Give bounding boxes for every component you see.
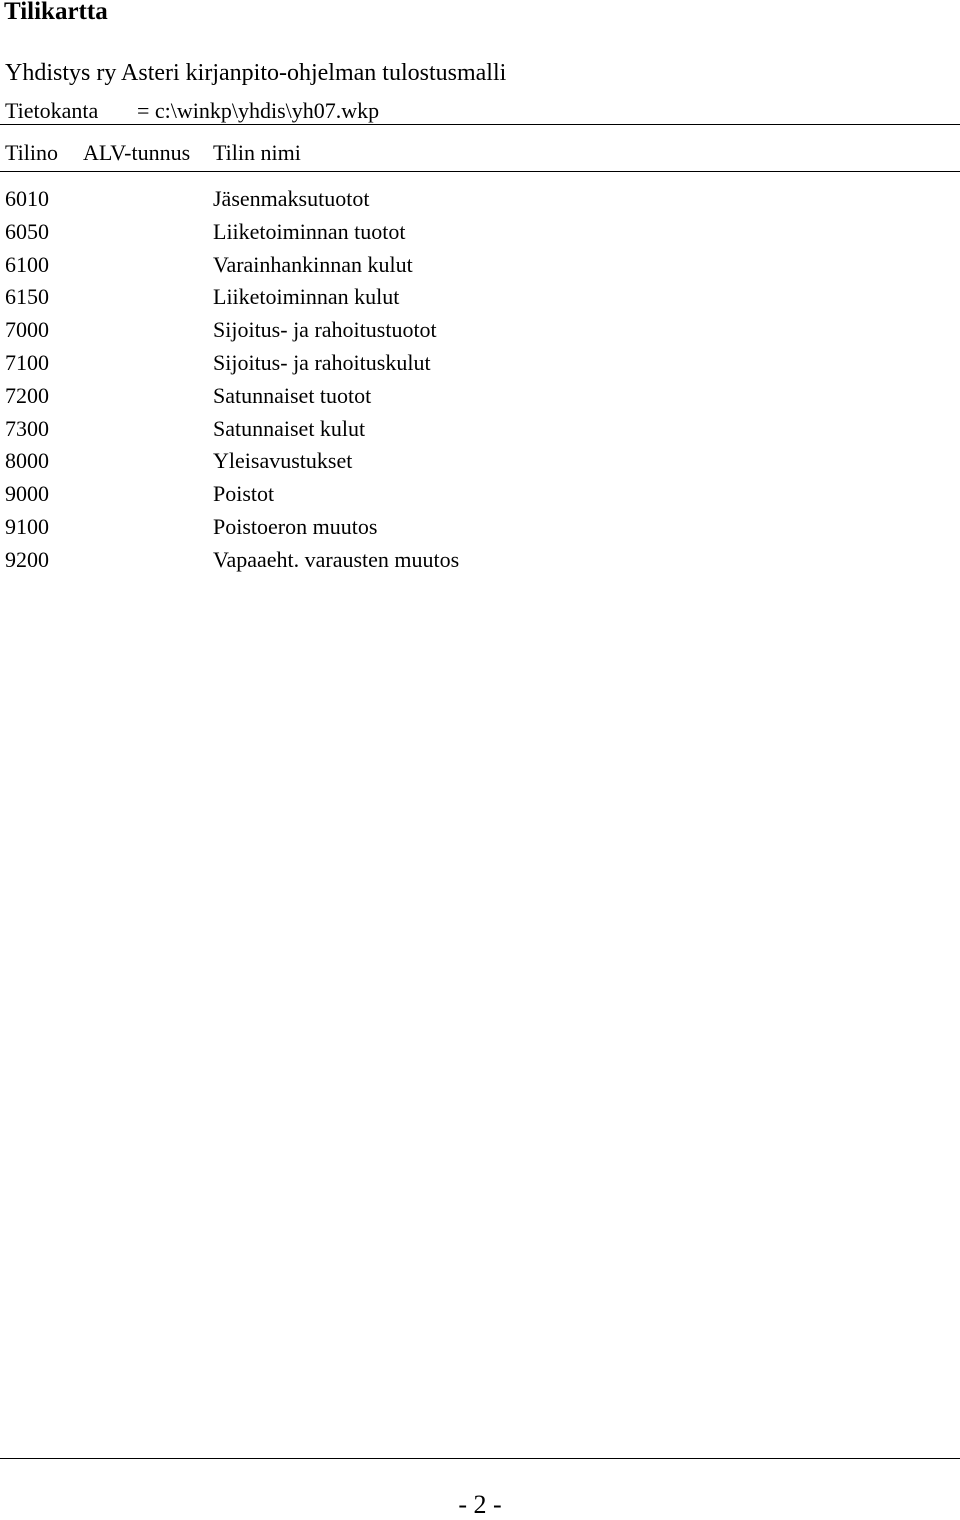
table-row <box>0 514 960 547</box>
column-header-vat-code: ALV-tunnus <box>83 140 191 165</box>
account-number: 6150 <box>5 284 49 310</box>
table-row <box>0 186 960 219</box>
account-number: 6010 <box>5 186 49 211</box>
account-number: 7200 <box>5 382 49 408</box>
account-table <box>0 186 960 580</box>
header-rule-bottom <box>0 171 960 172</box>
account-number: 9000 <box>5 481 49 507</box>
account-number: 7100 <box>5 349 49 375</box>
database-value: = c:\winkp\yhdis\yh07.wkp <box>137 98 380 123</box>
document-title: Tilikartta <box>4 0 108 25</box>
account-number: 9100 <box>5 513 49 539</box>
account-name: Jäsenmaksutuotot <box>213 186 370 211</box>
account-name: Poistoeron muutos <box>213 513 378 539</box>
account-name: Liiketoiminnan kulut <box>213 284 400 310</box>
account-number: 7000 <box>5 317 49 343</box>
database-label: Tietokanta <box>5 98 99 123</box>
table-row <box>0 416 960 449</box>
table-row <box>0 350 960 383</box>
account-name: Poistot <box>213 481 275 507</box>
column-header-account-no: Tilino <box>5 140 59 165</box>
account-name: Yleisavustukset <box>213 448 353 474</box>
page-number: - 2 - <box>458 1490 502 1519</box>
table-row <box>0 284 960 317</box>
table-row <box>0 317 960 350</box>
account-name: Satunnaiset kulut <box>213 415 366 441</box>
account-number: 8000 <box>5 448 49 474</box>
table-row <box>0 219 960 252</box>
account-name: Satunnaiset tuotot <box>213 382 372 408</box>
account-number: 6100 <box>5 251 49 277</box>
header-rule-top <box>0 124 960 125</box>
account-number: 9200 <box>5 546 49 572</box>
account-number: 6050 <box>5 218 49 244</box>
account-name: Sijoitus- ja rahoituskulut <box>213 349 431 375</box>
table-row <box>0 547 960 580</box>
table-row <box>0 252 960 285</box>
footer-rule <box>0 1458 960 1459</box>
account-name: Liiketoiminnan tuotot <box>213 218 406 244</box>
column-header-account-name: Tilin nimi <box>213 140 301 165</box>
account-name: Varainhankinnan kulut <box>213 251 413 277</box>
account-name: Sijoitus- ja rahoitustuotot <box>213 317 437 343</box>
table-row <box>0 448 960 481</box>
organization-line: Yhdistys ry Asteri kirjanpito-ohjelman tulostusmalli <box>5 60 507 86</box>
account-number: 7300 <box>5 415 49 441</box>
table-row <box>0 481 960 514</box>
table-row <box>0 383 960 416</box>
account-name: Vapaaeht. varausten muutos <box>213 546 460 572</box>
